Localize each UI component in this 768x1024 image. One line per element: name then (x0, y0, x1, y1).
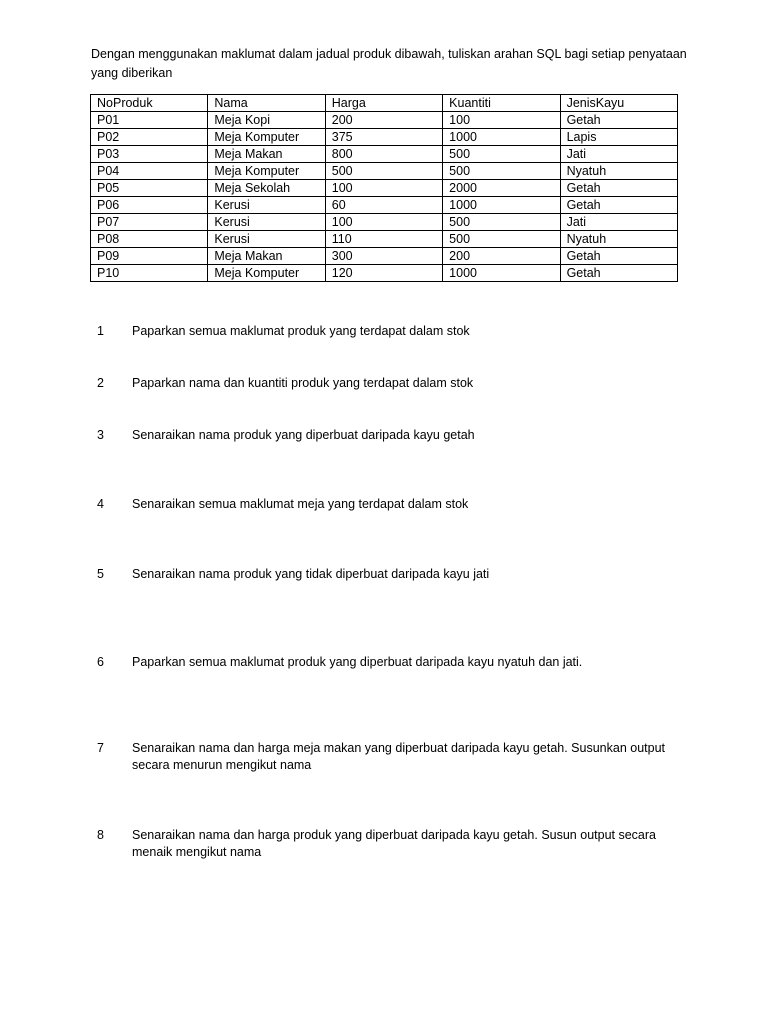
column-header-jeniskayu: JenisKayu (560, 95, 677, 112)
cell-noproduk: P06 (91, 197, 208, 214)
cell-jeniskayu: Jati (560, 214, 677, 231)
cell-nama: Kerusi (208, 197, 325, 214)
cell-noproduk: P04 (91, 163, 208, 180)
cell-jeniskayu: Getah (560, 112, 677, 129)
cell-kuantiti: 1000 (443, 129, 560, 146)
table-row (91, 163, 678, 180)
instructions-text: Dengan menggunakan maklumat dalam jadual produk dibawah, tuliskan arahan SQL bagi setiap penyataan yang diberikan (91, 47, 687, 80)
question-number: 3 (97, 428, 104, 442)
cell-kuantiti: 500 (443, 146, 560, 163)
cell-nama: Meja Makan (208, 146, 325, 163)
question-number: 8 (97, 828, 104, 842)
cell-nama: Meja Sekolah (208, 180, 325, 197)
table-row (91, 146, 678, 163)
cell-kuantiti: 1000 (443, 197, 560, 214)
question-number: 4 (97, 497, 104, 511)
cell-nama: Meja Komputer (208, 163, 325, 180)
cell-harga: 800 (325, 146, 442, 163)
question-text: Paparkan nama dan kuantiti produk yang terdapat dalam stok (132, 376, 474, 390)
table-header-row (91, 95, 678, 112)
question-text: Senaraikan nama produk yang tidak diperbuat daripada kayu jati (132, 567, 490, 581)
column-header-noproduk: NoProduk (91, 95, 208, 112)
cell-noproduk: P05 (91, 180, 208, 197)
cell-kuantiti: 2000 (443, 180, 560, 197)
cell-jeniskayu: Getah (560, 248, 677, 265)
question-text: Senaraikan nama dan harga produk yang diperbuat daripada kayu getah. Susun output secara menaik mengikut nama (132, 828, 656, 859)
cell-harga: 110 (325, 231, 442, 248)
cell-jeniskayu: Jati (560, 146, 677, 163)
question-number: 7 (97, 741, 104, 755)
cell-harga: 100 (325, 214, 442, 231)
cell-nama: Meja Makan (208, 248, 325, 265)
cell-noproduk: P07 (91, 214, 208, 231)
question-text: Senaraikan semua maklumat meja yang terdapat dalam stok (132, 497, 469, 511)
question-number: 5 (97, 567, 104, 581)
cell-noproduk: P08 (91, 231, 208, 248)
cell-kuantiti: 500 (443, 214, 560, 231)
cell-kuantiti: 500 (443, 231, 560, 248)
table-body (91, 112, 678, 282)
cell-jeniskayu: Nyatuh (560, 163, 677, 180)
cell-nama: Kerusi (208, 231, 325, 248)
cell-kuantiti: 100 (443, 112, 560, 129)
cell-noproduk: P09 (91, 248, 208, 265)
cell-jeniskayu: Getah (560, 180, 677, 197)
question-number: 6 (97, 655, 104, 669)
cell-kuantiti: 1000 (443, 265, 560, 282)
question-text: Paparkan semua maklumat produk yang diperbuat daripada kayu nyatuh dan jati. (132, 655, 583, 669)
column-header-kuantiti: Kuantiti (443, 95, 560, 112)
table-row (91, 180, 678, 197)
column-header-nama: Nama (208, 95, 325, 112)
produk-table (90, 94, 678, 282)
cell-jeniskayu: Lapis (560, 129, 677, 146)
question-text: Senaraikan nama produk yang diperbuat daripada kayu getah (132, 428, 475, 442)
cell-jeniskayu: Nyatuh (560, 231, 677, 248)
cell-harga: 500 (325, 163, 442, 180)
table-row (91, 214, 678, 231)
cell-kuantiti: 500 (443, 163, 560, 180)
table-row (91, 112, 678, 129)
table-row (91, 265, 678, 282)
cell-harga: 300 (325, 248, 442, 265)
question-number: 2 (97, 376, 104, 390)
cell-nama: Kerusi (208, 214, 325, 231)
question-text: Paparkan semua maklumat produk yang terdapat dalam stok (132, 324, 470, 338)
cell-kuantiti: 200 (443, 248, 560, 265)
cell-harga: 375 (325, 129, 442, 146)
cell-harga: 120 (325, 265, 442, 282)
cell-noproduk: P01 (91, 112, 208, 129)
cell-harga: 100 (325, 180, 442, 197)
cell-jeniskayu: Getah (560, 265, 677, 282)
table-row (91, 248, 678, 265)
cell-jeniskayu: Getah (560, 197, 677, 214)
table-row (91, 197, 678, 214)
cell-nama: Meja Kopi (208, 112, 325, 129)
cell-nama: Meja Komputer (208, 265, 325, 282)
question-number: 1 (97, 324, 104, 338)
cell-noproduk: P02 (91, 129, 208, 146)
question-text: Senaraikan nama dan harga meja makan yang diperbuat daripada kayu getah. Susunkan output secara menurun mengikut nama (132, 741, 666, 772)
cell-noproduk: P10 (91, 265, 208, 282)
column-header-harga: Harga (325, 95, 442, 112)
cell-noproduk: P03 (91, 146, 208, 163)
table-row (91, 129, 678, 146)
cell-harga: 60 (325, 197, 442, 214)
table-row (91, 231, 678, 248)
cell-nama: Meja Komputer (208, 129, 325, 146)
cell-harga: 200 (325, 112, 442, 129)
